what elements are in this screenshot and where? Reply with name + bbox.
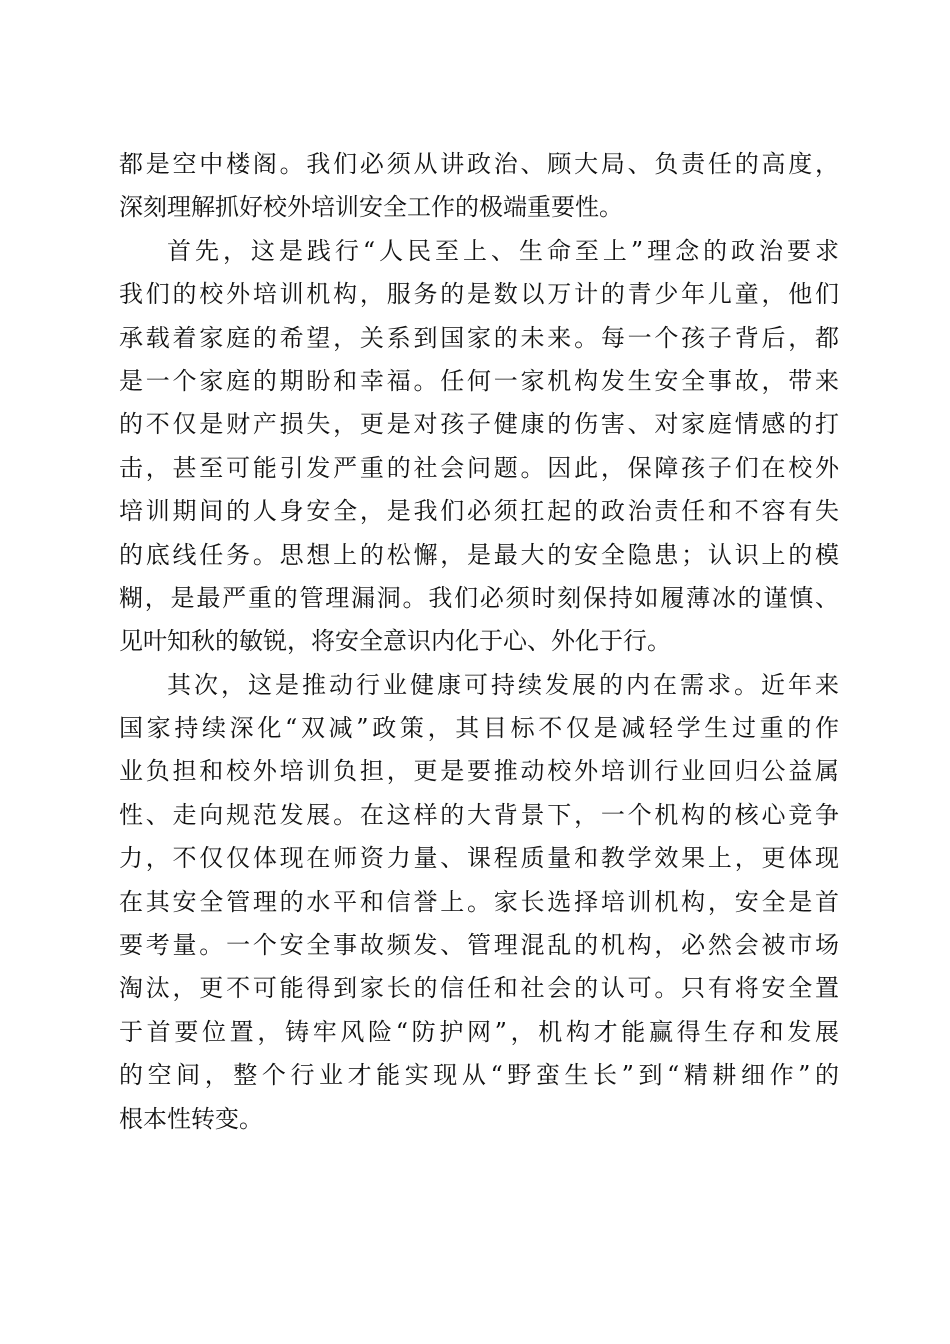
text-line: 是一个家庭的期盼和幸福。任何一家机构发生安全事故，带来 (119, 366, 839, 395)
text-line: 培训期间的人身安全，是我们必须扛起的政治责任和不容有失 (119, 497, 839, 526)
text-line: 淘汰，更不可能得到家长的信任和社会的认可。只有将安全置 (119, 974, 839, 1003)
text-line: 力，不仅仅体现在师资力量、课程质量和教学效果上，更体现 (119, 844, 839, 873)
document-body (119, 143, 839, 1141)
text-line: 的不仅是财产损失，更是对孩子健康的伤害、对家庭情感的打 (119, 410, 839, 439)
text-line: 见叶知秋的敏锐，将安全意识内化于心、外化于行。 (119, 627, 671, 656)
text-line: 的空间，整个行业才能实现从“野蛮生长”到“精耕细作”的 (119, 1061, 839, 1090)
text-line: 我们的校外培训机构，服务的是数以万计的青少年儿童，他们 (119, 280, 839, 309)
text-line: 在其安全管理的水平和信誉上。家长选择培训机构，安全是首 (119, 887, 839, 916)
text-line: 都是空中楼阁。我们必须从讲政治、顾大局、负责任的高度， (119, 150, 839, 178)
text-line: 承载着家庭的希望，关系到国家的未来。每一个孩子背后，都 (119, 323, 839, 352)
text-line: 性、走向规范发展。在这样的大背景下，一个机构的核心竞争 (119, 800, 839, 829)
text-line: 深刻理解抓好校外培训安全工作的极端重要性。 (119, 193, 623, 222)
text-line: 业负担和校外培训负担，更是要推动校外培训行业回归公益属 (119, 757, 839, 786)
text-line: 其次，这是推动行业健康可持续发展的内在需求。近年来 (167, 670, 839, 699)
text-line: 击，甚至可能引发严重的社会问题。因此，保障孩子们在校外 (119, 453, 839, 482)
text-line: 首先，这是践行“人民至上、生命至上”理念的政治要求 (167, 236, 839, 265)
text-line: 国家持续深化“双减”政策，其目标不仅是减轻学生过重的作 (119, 714, 839, 743)
text-line: 根本性转变。 (119, 1104, 263, 1133)
text-line: 糊，是最严重的管理漏洞。我们必须时刻保持如履薄冰的谨慎、 (119, 583, 839, 612)
text-line: 要考量。一个安全事故频发、管理混乱的机构，必然会被市场 (119, 931, 839, 960)
text-line: 的底线任务。思想上的松懈，是最大的安全隐患；认识上的模 (119, 540, 839, 569)
text-line: 于首要位置，铸牢风险“防护网”，机构才能赢得生存和发展 (119, 1017, 839, 1046)
